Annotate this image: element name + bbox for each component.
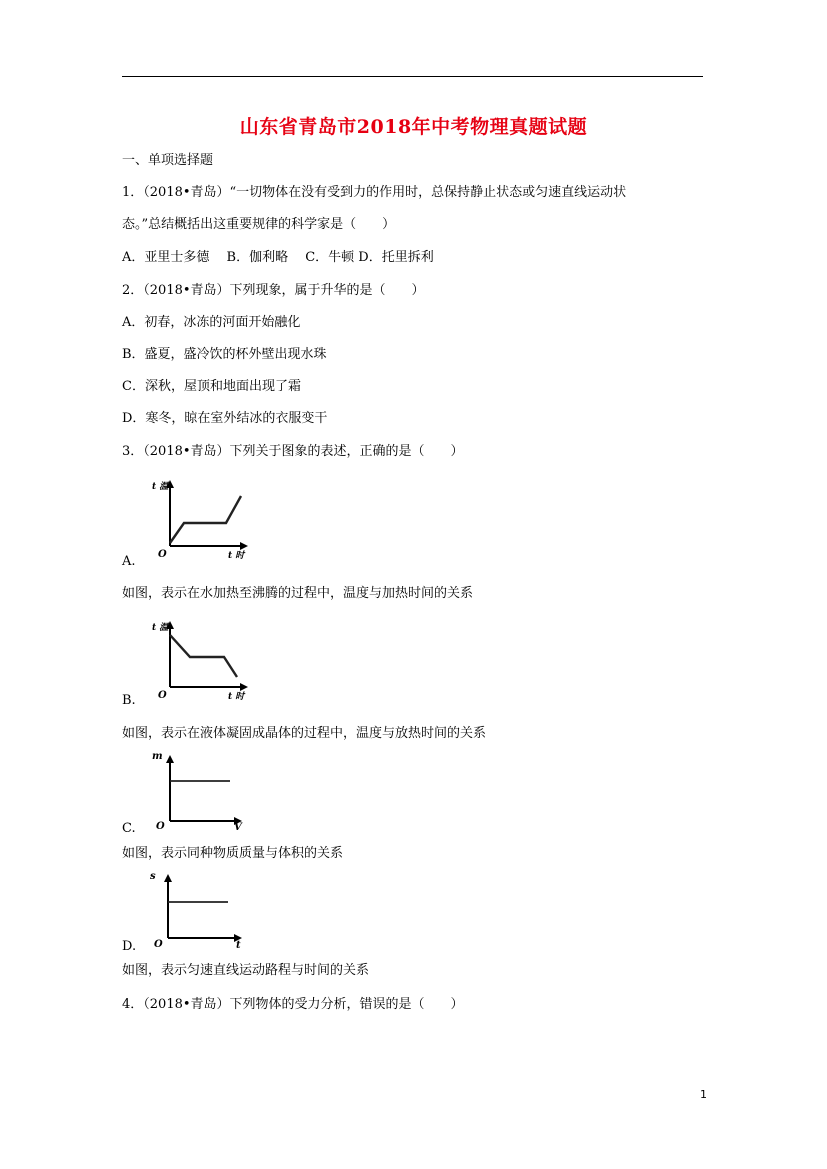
q3-option-d-desc: 如图，表示匀速直线运动路程与时间的关系 xyxy=(122,963,370,978)
graph-d-xlabel: t xyxy=(236,940,241,950)
q1-options: A．亚里士多德 B．伽利略 C．牛顿 D．托里拆利 xyxy=(122,250,434,265)
q2-option-b: B．盛夏，盛冷饮的杯外壁出现水珠 xyxy=(122,347,327,362)
graph-d xyxy=(148,866,258,950)
graph-a-ylabel: t 温 xyxy=(152,482,169,492)
q2-option-d: D．寒冬，晾在室外结冰的衣服变干 xyxy=(122,411,328,426)
q2-option-a: A．初春，冰冻的河面开始融化 xyxy=(122,315,301,330)
q3-option-b-letter: B. xyxy=(122,693,136,708)
q3-option-b-desc: 如图，表示在液体凝固成晶体的过程中，温度与放热时间的关系 xyxy=(122,726,487,741)
q3-option-c-desc: 如图，表示同种物质质量与体积的关系 xyxy=(122,846,344,861)
graph-b-xlabel: t 时 xyxy=(228,692,245,701)
q2-option-c: C．深秋，屋顶和地面出现了霜 xyxy=(122,379,301,394)
graph-b-origin: O xyxy=(158,690,167,701)
graph-d-origin: O xyxy=(154,939,163,950)
graph-b-ylabel: t 温 xyxy=(152,623,169,633)
q3-option-d-letter: D. xyxy=(122,939,137,954)
graph-a-xlabel: t 时 xyxy=(228,551,245,560)
q3-option-c-letter: C. xyxy=(122,821,136,836)
graph-b xyxy=(148,617,258,701)
q4-stem: 4．（2018•青岛）下列物体的受力分析，错误的是（ ） xyxy=(122,997,464,1012)
q2-stem: 2．（2018•青岛）下列现象，属于升华的是（ ） xyxy=(122,283,425,298)
graph-a-origin: O xyxy=(158,549,167,560)
page-number: 1 xyxy=(700,1088,707,1101)
section-heading: 一、单项选择题 xyxy=(122,153,214,168)
q1-stem-line1: 1．（2018•青岛）“一切物体在没有受到力的作用时，总保持静止状态或匀速直线运动状 xyxy=(122,185,627,200)
q3-option-a-letter: A. xyxy=(122,554,136,569)
graph-a xyxy=(148,476,258,560)
graph-c-ylabel: m xyxy=(152,751,163,762)
page-title: 山东省青岛市2018年中考物理真题试题 xyxy=(239,116,588,138)
graph-c-xlabel: V xyxy=(234,822,242,831)
q3-option-a-desc: 如图，表示在水加热至沸腾的过程中，温度与加热时间的关系 xyxy=(122,586,474,601)
q3-stem: 3．（2018•青岛）下列关于图象的表述，正确的是（ ） xyxy=(122,444,464,459)
q1-stem-line2: 态。”总结概括出这重要规律的科学家是（ ） xyxy=(122,217,396,232)
graph-c xyxy=(148,747,258,831)
graph-c-origin: O xyxy=(156,821,165,831)
header-rule xyxy=(122,76,703,77)
graph-d-ylabel: s xyxy=(150,871,156,882)
